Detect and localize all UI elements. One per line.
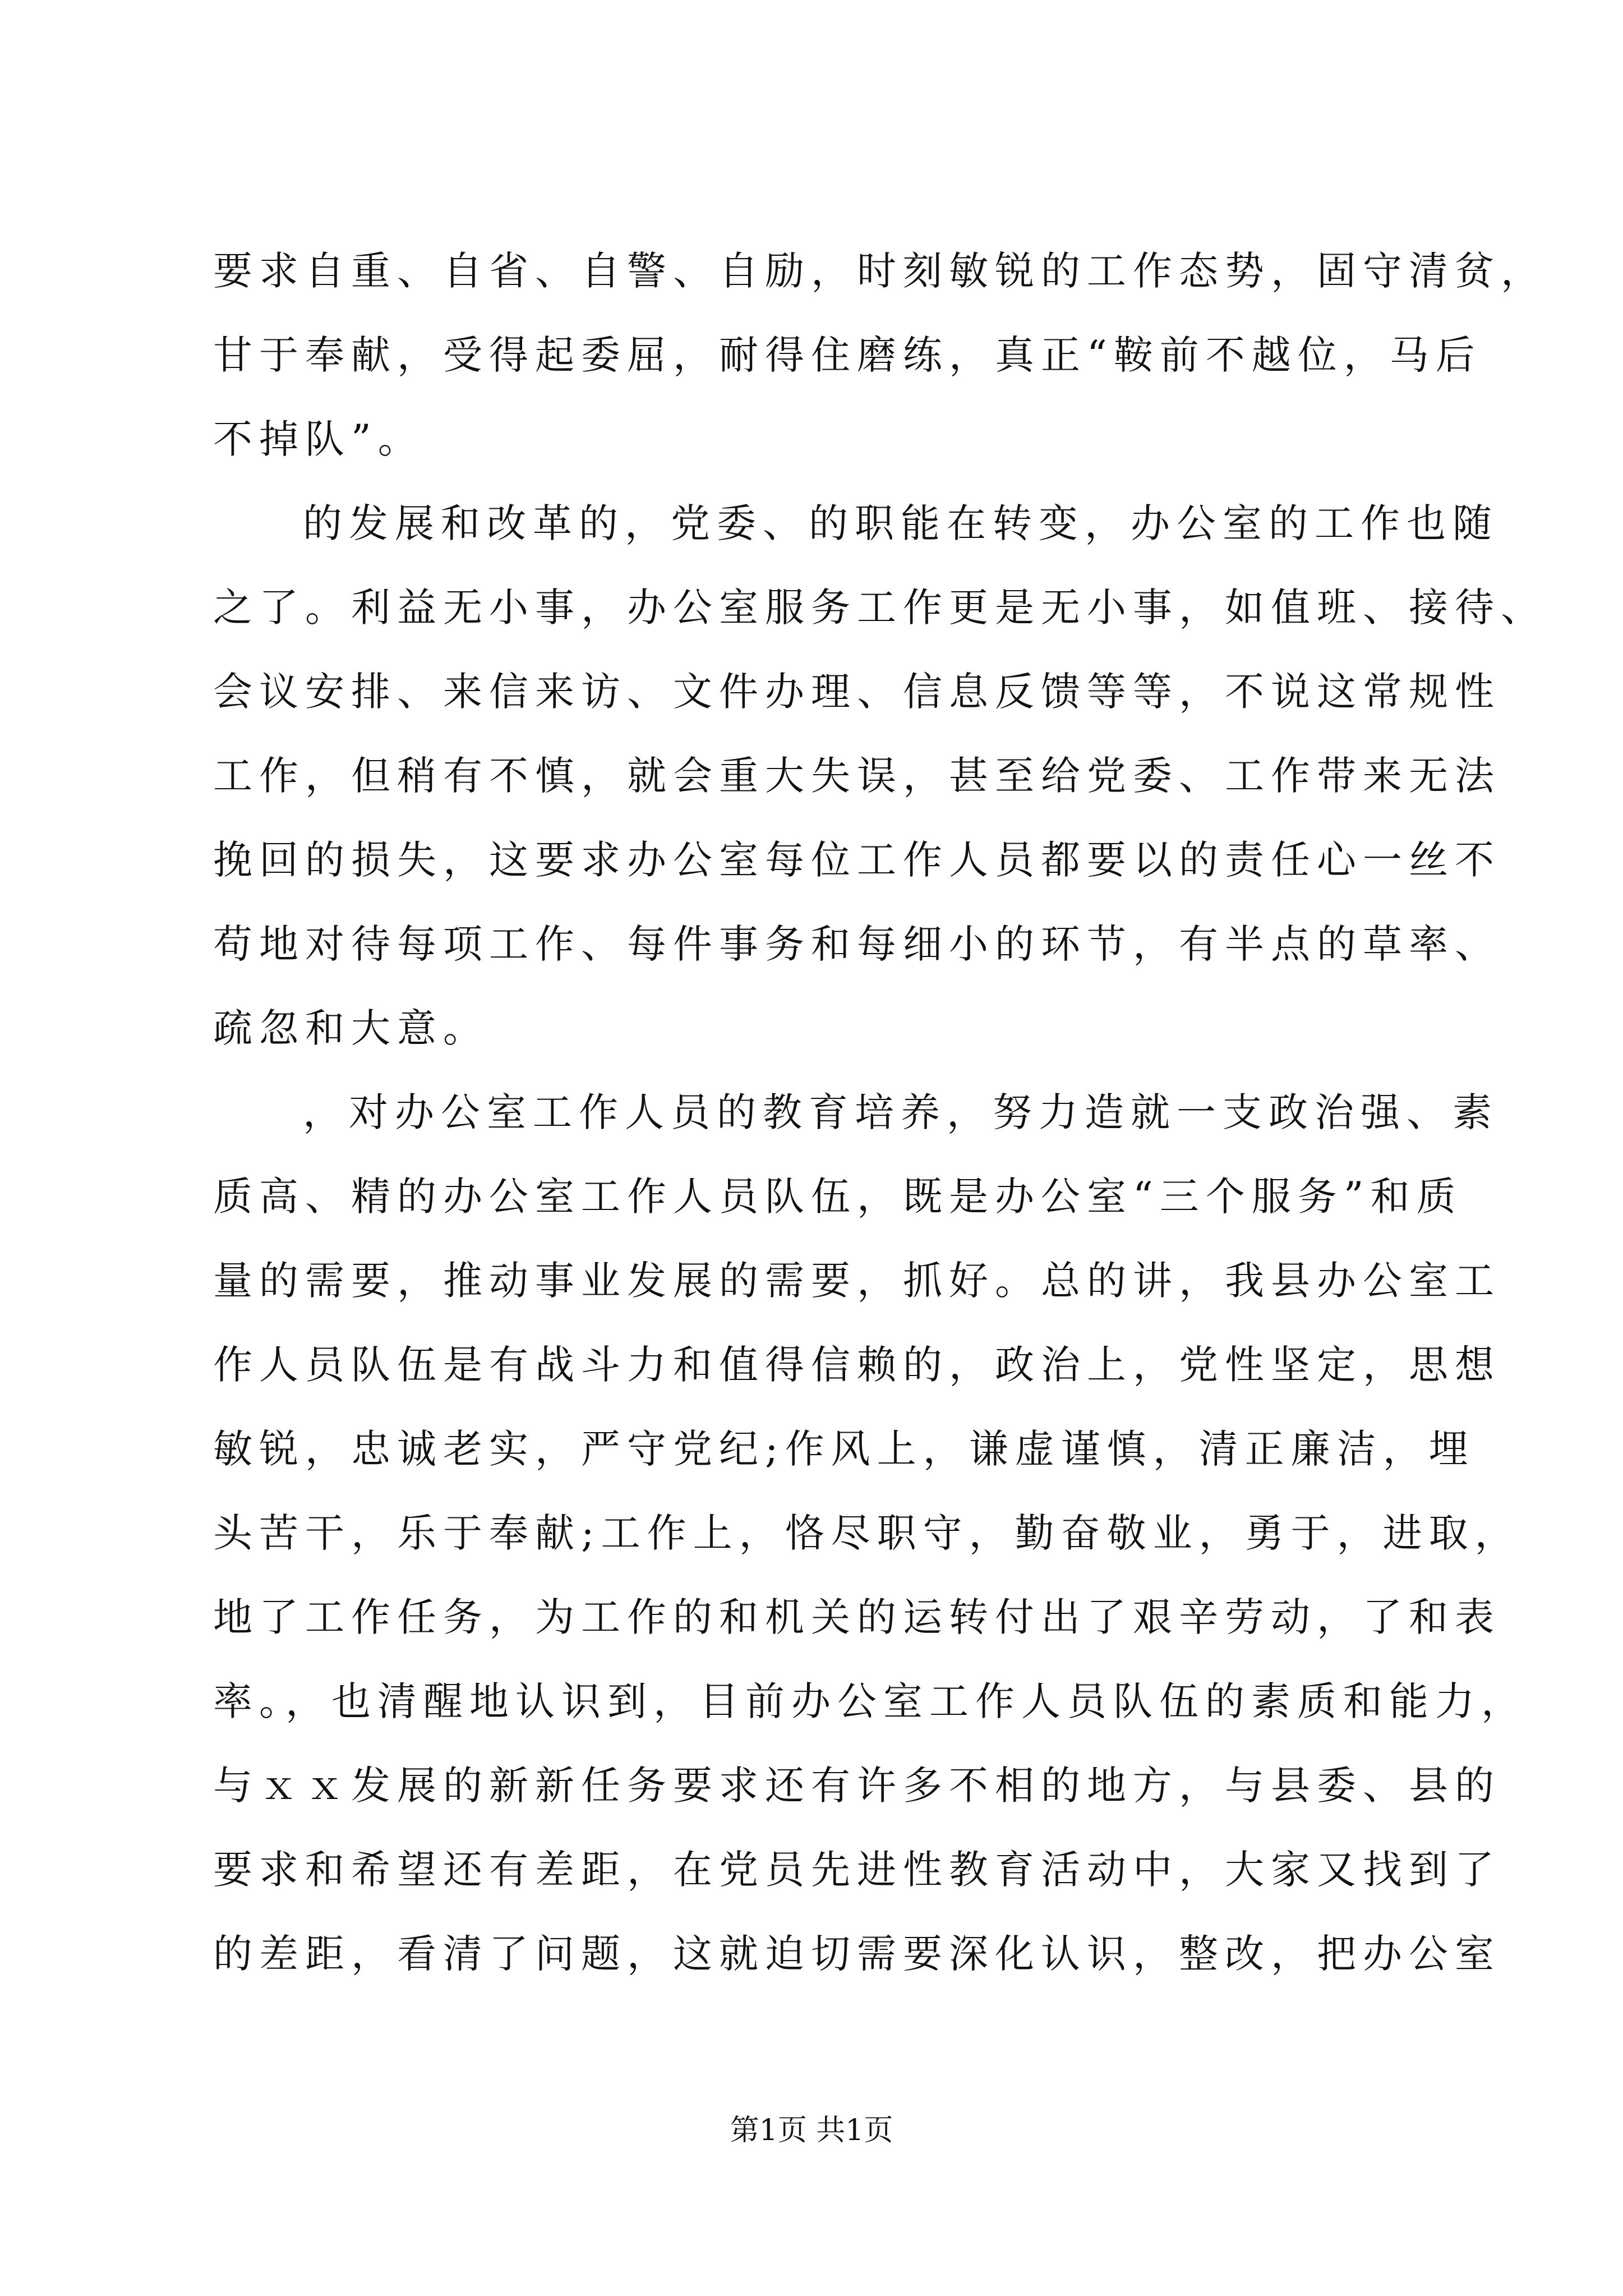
text-line: 质高、精的办公室工作人员队伍，既是办公室“三个服务”和质: [213, 1174, 1463, 1220]
text-line: 要求自重、自省、自警、自励，时刻敏锐的工作态势，固守清贫，: [213, 248, 1547, 294]
page-footer: 第1页 共1页: [730, 2114, 893, 2147]
text-line: 与ｘｘ发展的新新任务要求还有许多不相的地方，与县委、县的: [213, 1763, 1501, 1809]
text-line: 的发展和改革的，党委、的职能在转变，办公室的工作也随: [303, 500, 1498, 546]
text-line: 工作，但稍有不慎，就会重大失误，甚至给党委、工作带来无法: [213, 753, 1501, 799]
text-line: 量的需要，推动事业发展的需要，抓好。总的讲，我县办公室工: [213, 1258, 1501, 1304]
text-line: 要求和希望还有差距，在党员先进性教育活动中，大家又找到了: [213, 1847, 1501, 1893]
text-line: 挽回的损失，这要求办公室每位工作人员都要以的责任心一丝不: [213, 837, 1501, 883]
text-line: 地了工作任务，为工作的和机关的运转付出了艰辛劳动，了和表: [213, 1594, 1501, 1640]
text-line: 甘于奉献，受得起委屈，耐得住磨练，真正“鞍前不越位，马后: [213, 332, 1482, 378]
text-line: 不掉队”。: [213, 416, 424, 462]
text-line: 敏锐，忠诚老实，严守党纪;作风上，谦虚谨慎，清正廉洁，埋: [213, 1426, 1475, 1472]
text-line: 会议安排、来信来访、文件办理、信息反馈等等，不说这常规性: [213, 669, 1501, 715]
text-line: 率。，也清醒地认识到，目前办公室工作人员队伍的素质和能力，: [213, 1678, 1527, 1724]
text-line: 疏忽和大意。: [213, 1005, 489, 1051]
text-line: 作人员队伍是有战斗力和值得信赖的，政治上，党性坚定，思想: [213, 1342, 1501, 1388]
text-line: 苟地对待每项工作、每件事务和每细小的环节，有半点的草率、: [213, 921, 1501, 967]
text-line: 之了。利益无小事，办公室服务工作更是无小事，如值班、接待、: [213, 585, 1547, 631]
text-line: 的差距，看清了问题，这就迫切需要深化认识，整改，把办公室: [213, 1931, 1501, 1977]
text-line: ，对办公室工作人员的教育培养，努力造就一支政治强、素: [303, 1089, 1498, 1135]
text-line: 头苦干，乐于奉献;工作上，恪尽职守，勤奋敬业，勇于，进取，: [213, 1510, 1521, 1556]
